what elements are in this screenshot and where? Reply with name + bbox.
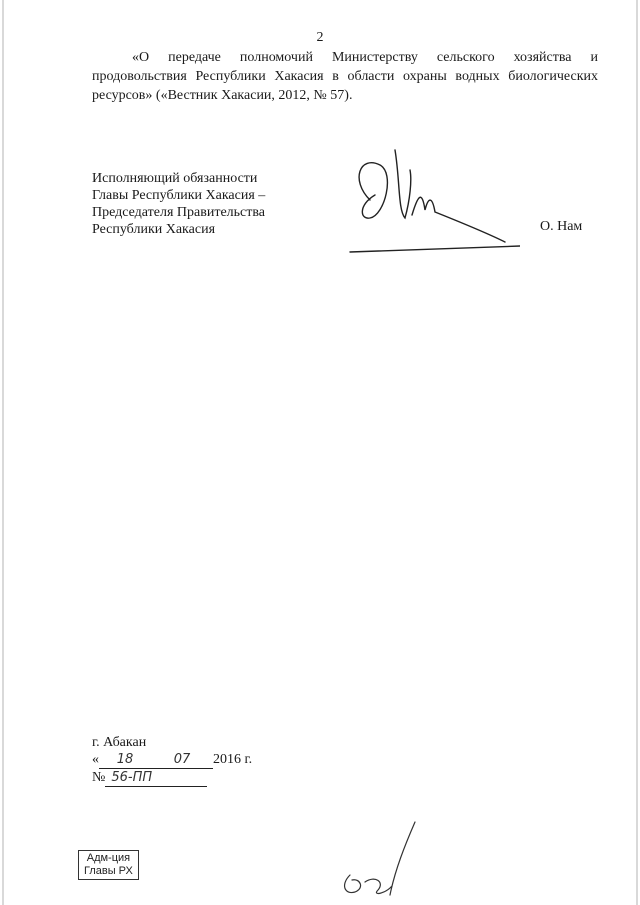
signature-graphic — [340, 140, 520, 260]
stamp-line: Главы РХ — [84, 865, 133, 877]
date-line — [92, 751, 252, 769]
office-stamp — [78, 850, 139, 880]
date-month: 07 — [151, 751, 213, 769]
date-day: 18 — [99, 751, 151, 769]
signatory-line: Республики Хакасия — [92, 222, 216, 237]
initials-graphic — [330, 820, 430, 900]
stamp-line: Адм-ция — [86, 852, 131, 864]
number-prefix: № — [92, 770, 106, 785]
signatory-line: Исполняющий обязанности — [92, 171, 258, 186]
signatory-title — [92, 170, 265, 238]
body-paragraph: «О передаче полномочий Министерству сельского хозяйства и продовольствия Республики Хакасия в области охраны водных биологических ресурсов» («Вестник Хакасии, 2012, № 57). — [92, 50, 598, 103]
signatory-line: Главы Республики Хакасия – — [92, 188, 266, 203]
date-year: 2016 г. — [213, 752, 253, 767]
scan-edge-left — [2, 0, 4, 905]
city: г. Абакан — [92, 735, 147, 750]
place-date-block — [92, 734, 252, 787]
date-open-quote: « — [92, 752, 99, 767]
page-number: 2 — [316, 30, 324, 45]
registration-number: 56-ПП — [105, 769, 207, 787]
scan-edge-right — [636, 0, 638, 905]
number-line — [92, 769, 252, 787]
signatory-line: Председателя Правительства — [92, 205, 266, 220]
signer-name: О. Нам — [540, 219, 583, 234]
